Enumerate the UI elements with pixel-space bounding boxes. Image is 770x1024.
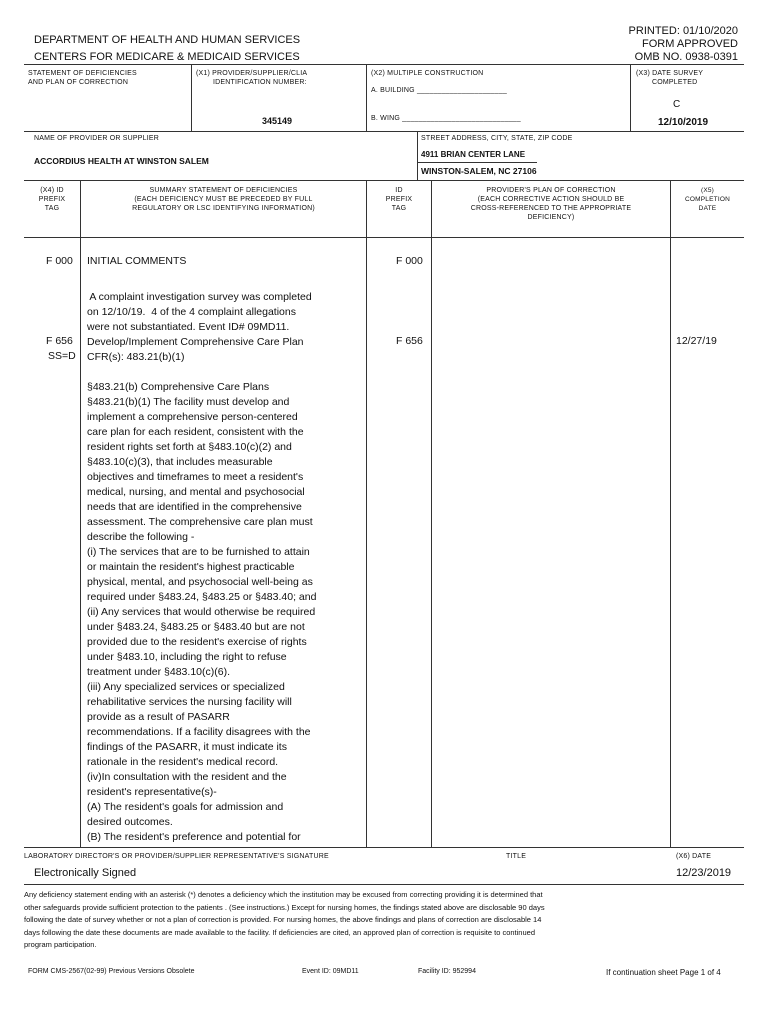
signature-date: 12/23/2019 [676, 867, 732, 879]
id-header-l2: PREFIX [385, 196, 413, 203]
summary-header-l2: (EACH DEFICIENCY MUST BE PRECEDED BY FULL [134, 196, 313, 203]
deficiency-line: medical, nursing, and mental and psychosocial [87, 486, 305, 498]
deficiency-line: treatment under §483.10(c)(6). [87, 666, 230, 678]
x5-header-l3: DATE [698, 205, 717, 212]
deficiency-line: objectives and timeframes to meet a resident's [87, 471, 304, 483]
rule-v-address [417, 131, 418, 181]
rule-signature-bottom [24, 884, 744, 885]
x4-header-l3: TAG [44, 205, 60, 212]
scope-severity: SS=D [48, 350, 76, 362]
deficiency-line: under §483.10, including the right to refuse [87, 651, 287, 663]
deficiency-line: (ii) Any services that would otherwise be required [87, 606, 316, 618]
deficiency-line: CFR(s): 483.21(b)(1) [87, 351, 185, 363]
rule-street-underline [417, 162, 537, 163]
completion-date-f656: 12/27/19 [676, 335, 717, 347]
deficiency-line: implement a comprehensive person-centered [87, 411, 298, 423]
plan-header-l4: DEFICIENCY) [527, 214, 575, 221]
x5-header [671, 186, 744, 213]
statement-label-2: AND PLAN OF CORRECTION [28, 79, 129, 86]
x4-header [24, 186, 80, 213]
deficiency-line: describe the following - [87, 531, 195, 543]
col-rule-2 [366, 180, 367, 847]
x3-label-2: COMPLETED [652, 79, 698, 86]
street-address: 4911 BRIAN CENTER LANE [421, 150, 526, 159]
plan-header-l2: (EACH CORRECTIVE ACTION SHOULD BE [477, 196, 625, 203]
deficiency-line: rehabilitative services the nursing facility will [87, 696, 292, 708]
x4-header-l2: PREFIX [38, 196, 66, 203]
rule-v3 [630, 64, 631, 131]
deficiency-line: (i) The services that are to be furnished to attain [87, 546, 310, 558]
omb-number: OMB NO. 0938-0391 [634, 51, 738, 63]
printed-date: PRINTED: 01/10/2020 [628, 25, 738, 37]
deficiency-line: (B) The resident's preference and potential for [87, 831, 301, 843]
col-rule-1 [80, 180, 81, 847]
deficiency-line: or maintain the resident's highest practicable [87, 561, 295, 573]
x3-label-1: (X3) DATE SURVEY [636, 70, 704, 77]
id-f656: F 656 [396, 335, 423, 347]
x4-header-l1: (X4) ID [40, 187, 64, 194]
disclaimer-line: other safeguards provide sufficient protection to the patients . (See instructions.) Except for nursing homes, the findings stated above are disclosable 90 days [24, 902, 545, 912]
x2-label: (X2) MULTIPLE CONSTRUCTION [371, 70, 484, 77]
col-rule-3 [431, 180, 432, 847]
deficiency-line: desired outcomes. [87, 816, 173, 828]
wing-line: B. WING _____________________________ [371, 115, 521, 122]
cms-title: CENTERS FOR MEDICARE & MEDICAID SERVICES [34, 51, 300, 63]
id-header-l1: ID [395, 187, 403, 194]
title-label: TITLE [506, 853, 527, 860]
deficiency-line: resident rights set forth at §483.10(c)(2) and [87, 441, 292, 453]
city-state-zip: WINSTON-SALEM, NC 27106 [421, 166, 537, 176]
disclaimer-line: days following the date these documents are made available to the facility. If deficiencies are cited, an approved plan of correction is requisite to continued [24, 927, 535, 937]
deficiency-line: physical, mental, and psychosocial well-being as [87, 576, 313, 588]
disclaimer-line: Any deficiency statement ending with an asterisk (*) denotes a deficiency which the institution may be excused from correcting providing it is determined that [24, 890, 543, 899]
col-rule-4 [670, 180, 671, 847]
x1-label-2: IDENTIFICATION NUMBER: [213, 79, 307, 86]
tag-f000: F 000 [46, 255, 73, 267]
signature-label: LABORATORY DIRECTOR'S OR PROVIDER/SUPPLIER REPRESENTATIVE'S SIGNATURE [24, 853, 329, 860]
deficiency-line: A complaint investigation survey was completed [87, 291, 312, 303]
summary-header [81, 186, 366, 213]
form-number: FORM CMS-2567(02-99) Previous Versions Obsolete [28, 968, 195, 975]
deficiency-line: §483.21(b) Comprehensive Care Plans [87, 381, 270, 393]
rule-info-bottom [24, 131, 744, 132]
id-f000: F 000 [396, 255, 423, 267]
provider-name-label: NAME OF PROVIDER OR SUPPLIER [34, 135, 160, 142]
deficiency-line: rationale in the resident's medical record. [87, 756, 279, 768]
rule-v2 [366, 64, 367, 131]
department-title: DEPARTMENT OF HEALTH AND HUMAN SERVICES [34, 34, 301, 46]
rule-colheader-bottom [24, 237, 744, 238]
deficiency-line: findings of the PASARR, it must indicate its [87, 741, 287, 753]
page-number: If continuation sheet Page 1 of 4 [606, 968, 721, 977]
deficiency-line: needs that are identified in the comprehensive [87, 501, 302, 513]
rule-name-bottom [24, 180, 744, 181]
facility-id: Facility ID: 952994 [418, 968, 476, 975]
deficiency-line: (A) The resident's goals for admission and [87, 801, 284, 813]
deficiency-line: required under §483.24, §483.25 or §483.40; and [87, 591, 317, 603]
deficiency-text [87, 290, 362, 845]
rule-signature-top [24, 847, 744, 848]
deficiency-line: provided due to the resident's exercise of rights [87, 636, 307, 648]
id-header [367, 186, 431, 213]
summary-header-l3: REGULATORY OR LSC IDENTIFYING INFORMATION) [132, 205, 315, 212]
deficiency-line: on 12/10/19. 4 of the 4 complaint allegations [87, 306, 296, 318]
disclaimer-line: program participation. [24, 940, 97, 949]
survey-letter: C [673, 99, 681, 110]
deficiency-line: were not substantiated. Event ID# 09MD11. [87, 321, 290, 333]
electronic-signature: Electronically Signed [34, 867, 137, 879]
disclaimer-line: following the date of survey whether or not a plan of correction is provided. For nursing homes, the above findings and plans of correction are disclosable 14 [24, 915, 542, 924]
deficiency-line: assessment. The comprehensive care plan must [87, 516, 313, 528]
disclaimer-text [24, 889, 744, 952]
initial-comments-title: INITIAL COMMENTS [87, 255, 187, 267]
deficiency-line: §483.10(c)(3), that includes measurable [87, 456, 273, 468]
rule-top [24, 64, 744, 65]
address-label: STREET ADDRESS, CITY, STATE, ZIP CODE [421, 135, 573, 142]
deficiency-line: Develop/Implement Comprehensive Care Plan [87, 336, 304, 348]
deficiency-line [87, 365, 362, 380]
form-approved: FORM APPROVED [642, 38, 738, 50]
plan-header [432, 186, 670, 222]
plan-header-l3: CROSS-REFERENCED TO THE APPROPRIATE [470, 205, 632, 212]
deficiency-line: resident's representative(s)- [87, 786, 217, 798]
deficiency-line: (iv)In consultation with the resident and the [87, 771, 287, 783]
summary-header-l1: SUMMARY STATEMENT OF DEFICIENCIES [149, 187, 298, 194]
id-header-l3: TAG [391, 205, 407, 212]
provider-name: ACCORDIUS HEALTH AT WINSTON SALEM [34, 156, 209, 166]
x5-header-l2: COMPLETION [685, 196, 730, 203]
x5-header-l1: (X5) [700, 187, 715, 194]
deficiency-line: (iii) Any specialized services or specialized [87, 681, 285, 693]
provider-number: 345149 [262, 116, 293, 126]
deficiency-line: care plan for each resident, consistent with the [87, 426, 304, 438]
tag-f656: F 656 [46, 335, 73, 347]
building-line: A. BUILDING ______________________ [371, 87, 508, 94]
statement-label-1: STATEMENT OF DEFICIENCIES [28, 70, 137, 77]
x6-date-label: (X6) DATE [676, 853, 712, 860]
deficiency-line: under §483.24, §483.25 or §483.40 but are not [87, 621, 305, 633]
deficiency-line: provide as a result of PASARR [87, 711, 230, 723]
deficiency-line: recommendations. If a facility disagrees with the [87, 726, 311, 738]
deficiency-line: §483.21(b)(1) The facility must develop and [87, 396, 290, 408]
survey-date: 12/10/2019 [658, 117, 709, 128]
event-id: Event ID: 09MD11 [302, 968, 359, 975]
plan-header-l1: PROVIDER'S PLAN OF CORRECTION [486, 187, 616, 194]
x1-label-1: (X1) PROVIDER/SUPPLIER/CLIA [196, 70, 308, 77]
rule-v1 [191, 64, 192, 131]
